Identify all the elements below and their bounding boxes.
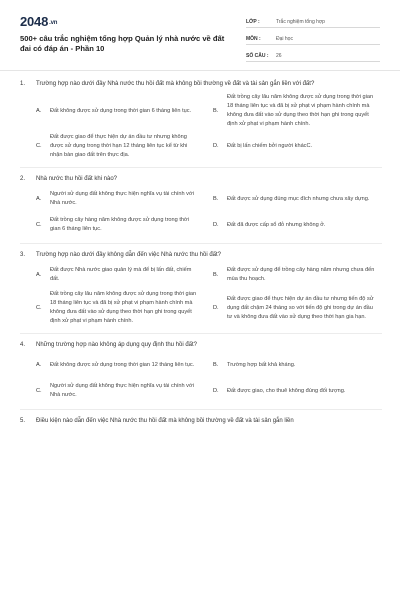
question-stem	[20, 80, 382, 89]
answer-option-c[interactable]	[36, 133, 205, 160]
option-text: Đất đã được cấp sổ đỏ nhưng không ở.	[227, 221, 326, 228]
answer-option-a[interactable]	[36, 188, 205, 210]
question-3	[20, 251, 382, 330]
logo-text: 2048	[20, 14, 49, 29]
option-letter: C.	[36, 387, 42, 394]
option-letter: A.	[36, 107, 42, 114]
option-text: Người sử dụng đất không thực hiện nghĩa vụ tài chính với Nhà nước.	[50, 383, 194, 398]
answer-option-d[interactable]	[213, 290, 382, 326]
answer-options	[36, 354, 382, 406]
option-text: Đất trồng cây hàng năm không được sử dụng trong thời gian 6 tháng liên tục.	[50, 217, 189, 232]
question-number: 3.	[20, 252, 26, 258]
question-text: Điều kiện nào dẫn đến việc Nhà nước thu hồi đất mà không bồi thường về đất và tài sản gắn liền	[36, 418, 294, 424]
option-text: Đất trồng cây lâu năm không được sử dụng trong thời gian 18 tháng liên tục và đã bị xử phạt vi phạm hành chính mà không đưa đất vào sử dụng theo thời hạn ghi trong quyết định xử phạt vi phạm hành chính.	[227, 94, 374, 127]
document-title: 500+ câu trắc nghiệm tổng hợp Quản lý nhà nước về đất đai có đáp án - Phần 10	[20, 34, 225, 53]
header-divider	[0, 70, 400, 71]
option-text: Trường hợp bất khả kháng.	[227, 361, 296, 368]
question-2	[20, 175, 382, 240]
question-5	[20, 417, 382, 426]
option-letter: A.	[36, 195, 42, 202]
document-meta	[246, 14, 380, 65]
question-divider	[20, 333, 382, 334]
answer-options	[36, 93, 382, 164]
question-text: Những trường hợp nào không áp dụng quy định thu hồi đất?	[36, 342, 198, 348]
question-text: Nhà nước thu hồi đất khi nào?	[36, 176, 118, 182]
answer-option-d[interactable]	[213, 214, 382, 236]
question-divider	[20, 243, 382, 244]
question-list	[20, 80, 382, 426]
meta-label: LỚP :	[246, 19, 260, 25]
option-text: Đất bị lấn chiếm bởi người khácC.	[227, 143, 313, 149]
option-text: Đất không được sử dụng trong thời gian 12 tháng liên tục.	[50, 361, 195, 368]
answer-option-a[interactable]	[36, 264, 205, 286]
question-number: 2.	[20, 176, 26, 182]
document-header	[20, 10, 380, 66]
option-letter: C.	[36, 221, 42, 228]
option-letter: C.	[36, 304, 42, 311]
option-letter: B.	[213, 195, 219, 202]
question-number: 5.	[20, 418, 26, 424]
option-letter: B.	[213, 271, 219, 278]
option-text: Đất được giao để thực hiện dự án đầu tư nhưng tiến độ sử dụng đất chậm 24 tháng so với tiến độ ghi trong dự án đầu tư và không đưa đất vào sử dụng theo thời hạn gia hạn.	[227, 295, 374, 320]
question-text: Trường hợp nào dưới đây không dẫn đến việc Nhà nước thu hồi đất?	[36, 252, 222, 258]
question-stem	[20, 341, 382, 350]
meta-row-subject	[246, 31, 380, 45]
question-stem	[20, 175, 382, 184]
meta-value: 26	[276, 53, 282, 59]
answer-option-b[interactable]	[213, 188, 382, 210]
question-stem	[20, 251, 382, 260]
answer-option-d[interactable]	[213, 133, 382, 160]
meta-row-count	[246, 48, 380, 62]
option-letter: B.	[213, 107, 219, 114]
answer-option-b[interactable]	[213, 354, 382, 376]
logo-tld: .vn	[49, 19, 58, 26]
question-text: Trường hợp nào dưới đây Nhà nước thu hồi đất mà không bồi thường về đất và tài sản gắn liền với đất?	[36, 81, 315, 87]
option-text: Đất được sử dụng đúng mục đích nhưng chưa xây dựng.	[227, 195, 370, 202]
question-stem	[20, 417, 382, 426]
answer-option-d[interactable]	[213, 380, 382, 402]
option-text: Đất được sử dụng để trồng cây hàng năm nhưng chưa đến mùa thu hoạch.	[227, 267, 375, 282]
question-number: 1.	[20, 81, 26, 87]
question-divider	[20, 409, 382, 410]
meta-label: MÔN :	[246, 36, 261, 42]
answer-option-b[interactable]	[213, 93, 382, 129]
option-text: Đất được Nhà nước giao quản lý mà để bị lấn đất, chiếm đất.	[50, 267, 192, 282]
answer-option-c[interactable]	[36, 214, 205, 236]
answer-option-a[interactable]	[36, 354, 205, 376]
meta-label: SỐ CÂU :	[246, 53, 269, 59]
option-letter: D.	[213, 387, 219, 394]
answer-options	[36, 264, 382, 330]
answer-option-a[interactable]	[36, 93, 205, 129]
answer-options	[36, 188, 382, 240]
option-text: Đất được giao để thực hiện dự án đầu tư nhưng không được sử dụng trong thời hạn 12 tháng liên tục kể từ khi nhận bàn giao đất trên thực địa.	[50, 134, 188, 158]
option-letter: B.	[213, 361, 219, 368]
answer-option-c[interactable]	[36, 290, 205, 326]
option-letter: A.	[36, 271, 42, 278]
question-divider	[20, 167, 382, 168]
meta-value: Trắc nghiệm tổng hợp	[276, 19, 325, 25]
option-text: Đất được giao, cho thuê không đúng đối tượng.	[227, 387, 346, 394]
answer-option-b[interactable]	[213, 264, 382, 286]
option-letter: A.	[36, 361, 42, 368]
option-letter: D.	[213, 304, 219, 311]
question-4	[20, 341, 382, 406]
meta-row-class	[246, 14, 380, 28]
answer-option-c[interactable]	[36, 380, 205, 402]
option-letter: D.	[213, 143, 219, 149]
site-logo[interactable]	[20, 14, 57, 29]
option-letter: C.	[36, 143, 42, 149]
option-letter: D.	[213, 221, 219, 228]
option-text: Đất không được sử dụng trong thời gian 6 tháng liên tục.	[50, 107, 192, 114]
option-text: Người sử dụng đất không thực hiện nghĩa vụ tài chính với Nhà nước.	[50, 191, 194, 206]
question-1	[20, 80, 382, 164]
question-number: 4.	[20, 342, 26, 348]
meta-value: Đại học	[276, 36, 293, 42]
option-text: Đất trồng cây lâu năm không được sử dụng trong thời gian 18 tháng liên tục và đã bị xử phạt vi phạm hành chính mà không đưa đất vào sử dụng theo thời hạn ghi trong quyết định xử phạt vi phạm hành chính.	[50, 291, 197, 324]
